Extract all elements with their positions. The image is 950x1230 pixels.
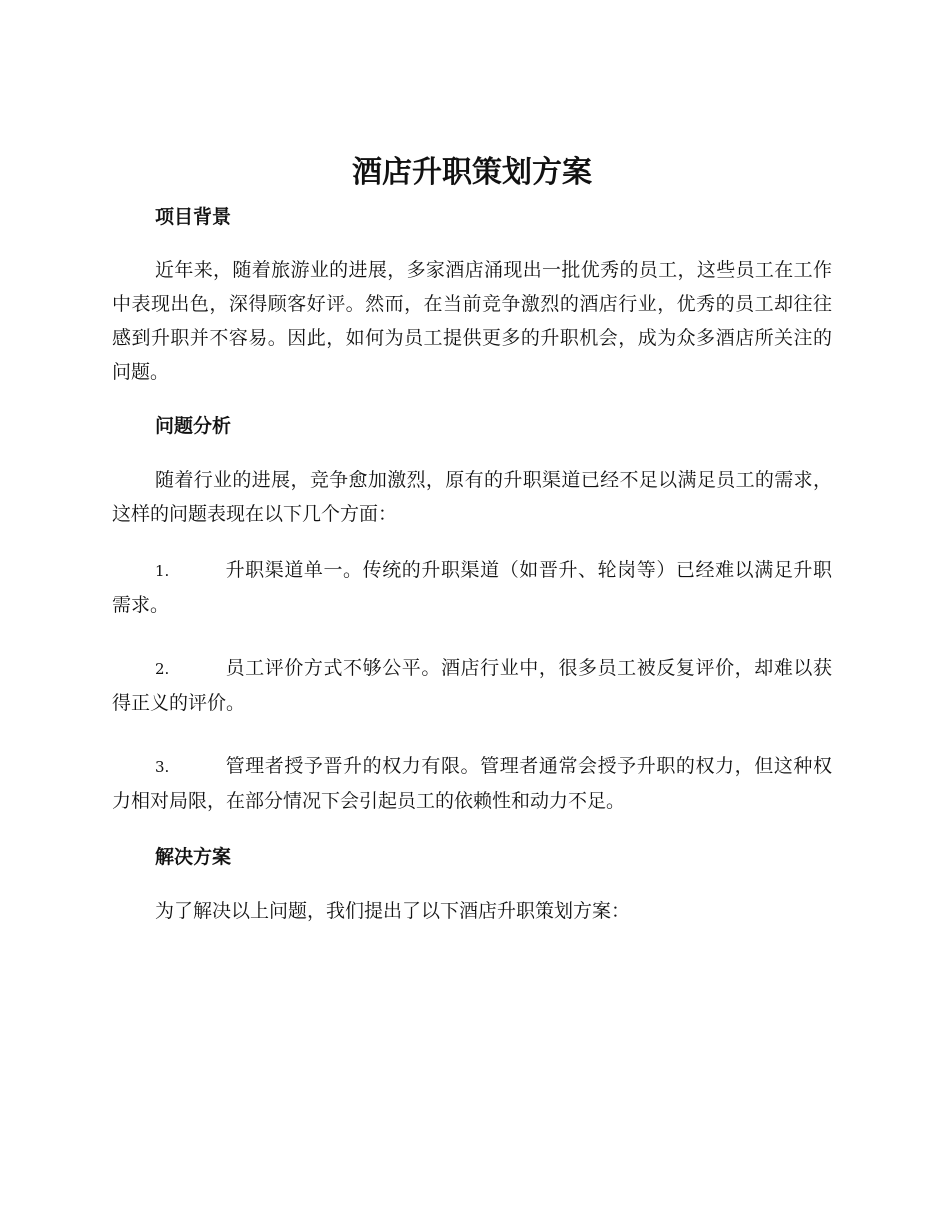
list-item-text: 升职渠道单一。传统的升职渠道（如晋升、轮岗等）已经难以满足升职需求。 [112,559,832,616]
paragraph-analysis: 随着行业的进展，竞争愈加激烈，原有的升职渠道已经不足以满足员工的需求，这样的问题表现在以下几个方面： [112,469,832,525]
section-heading-analysis: 问题分析 [155,415,232,437]
list-item-text: 管理者授予晋升的权力有限。管理者通常会授予升职的权力，但这种权力相对局限，在部分情况下会引起员工的依赖性和动力不足。 [112,755,832,812]
document-title: 酒店升职策划方案 [352,155,592,190]
list-item [112,651,832,720]
paragraph-solution: 为了解决以上问题，我们提出了以下酒店升职策划方案： [155,900,631,922]
section-heading-solution: 解决方案 [155,846,232,868]
list-item [112,553,832,622]
list-item [112,749,832,818]
list-item-number: 3. [155,758,170,776]
list-item-text: 员工评价方式不够公平。酒店行业中，很多员工被反复评价，却难以获得正义的评价。 [112,657,832,714]
paragraph-background: 近年来，随着旅游业的进展，多家酒店涌现出一批优秀的员工，这些员工在工作中表现出色，深得顾客好评。然而，在当前竞争激烈的酒店行业，优秀的员工却往往感到升职并不容易。因此，如何为员工提供更多的升职机会，成为众多酒店所关注的问题。 [112,259,832,383]
document-body [112,150,832,928]
section-heading-background: 项目背景 [155,206,232,228]
list-item-number: 1. [155,562,170,580]
list-item-number: 2. [155,660,170,678]
